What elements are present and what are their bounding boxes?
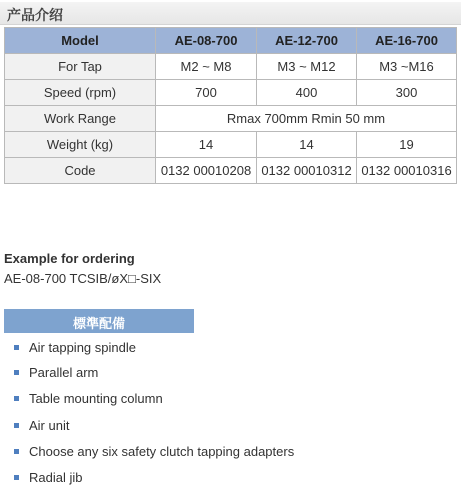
list-item-label: Table mounting column bbox=[29, 391, 163, 406]
table-cell: 19 bbox=[357, 132, 457, 158]
section-title: 標準配備 bbox=[72, 317, 125, 332]
row-label: Speed (rpm) bbox=[5, 80, 156, 106]
column-header: AE-16-700 bbox=[357, 28, 457, 54]
example-title: Example for ordering bbox=[4, 251, 135, 266]
list-item-label: Air unit bbox=[29, 418, 70, 433]
bullet-icon bbox=[14, 370, 19, 375]
table-cell: 0132 00010208 bbox=[156, 158, 257, 184]
table-cell: 14 bbox=[257, 132, 357, 158]
table-cell: 14 bbox=[156, 132, 257, 158]
column-header: Model bbox=[5, 28, 156, 54]
table-row bbox=[5, 132, 457, 158]
spec-table bbox=[4, 27, 457, 184]
list-item-label: Parallel arm bbox=[29, 365, 99, 380]
list-item-label: Radial jib bbox=[29, 470, 83, 485]
table-cell: 0132 00010312 bbox=[257, 158, 357, 184]
row-label: Work Range bbox=[5, 106, 156, 132]
page-title: 产品介绍 bbox=[7, 8, 63, 24]
row-label: For Tap bbox=[5, 54, 156, 80]
table-cell: 300 bbox=[357, 80, 457, 106]
bullet-icon bbox=[14, 345, 19, 350]
standard-equipment-header bbox=[4, 309, 194, 333]
bullet-icon bbox=[14, 475, 19, 480]
table-cell-span: Rmax 700mm Rmin 50 mm bbox=[156, 106, 457, 132]
table-cell: M2 ~ M8 bbox=[156, 54, 257, 80]
table-cell: 0132 00010316 bbox=[357, 158, 457, 184]
column-header: AE-12-700 bbox=[257, 28, 357, 54]
table-row bbox=[5, 54, 457, 80]
row-label: Weight (kg) bbox=[5, 132, 156, 158]
bullet-icon bbox=[14, 396, 19, 401]
table-row bbox=[5, 80, 457, 106]
table-cell: 400 bbox=[257, 80, 357, 106]
list-item-label: Choose any six safety clutch tapping adapters bbox=[29, 444, 295, 459]
bullet-icon bbox=[14, 423, 19, 428]
table-row bbox=[5, 158, 457, 184]
list-item-label: Air tapping spindle bbox=[29, 340, 136, 355]
bullet-icon bbox=[14, 449, 19, 454]
column-header: AE-08-700 bbox=[156, 28, 257, 54]
table-cell: M3 ~ M12 bbox=[257, 54, 357, 80]
table-header-row bbox=[5, 28, 457, 54]
table-cell: M3 ~M16 bbox=[357, 54, 457, 80]
table-cell: 700 bbox=[156, 80, 257, 106]
row-label: Code bbox=[5, 158, 156, 184]
example-code: AE-08-700 TCSIB/øX□-SIX bbox=[4, 271, 162, 286]
title-bar bbox=[0, 2, 461, 25]
table-row bbox=[5, 106, 457, 132]
